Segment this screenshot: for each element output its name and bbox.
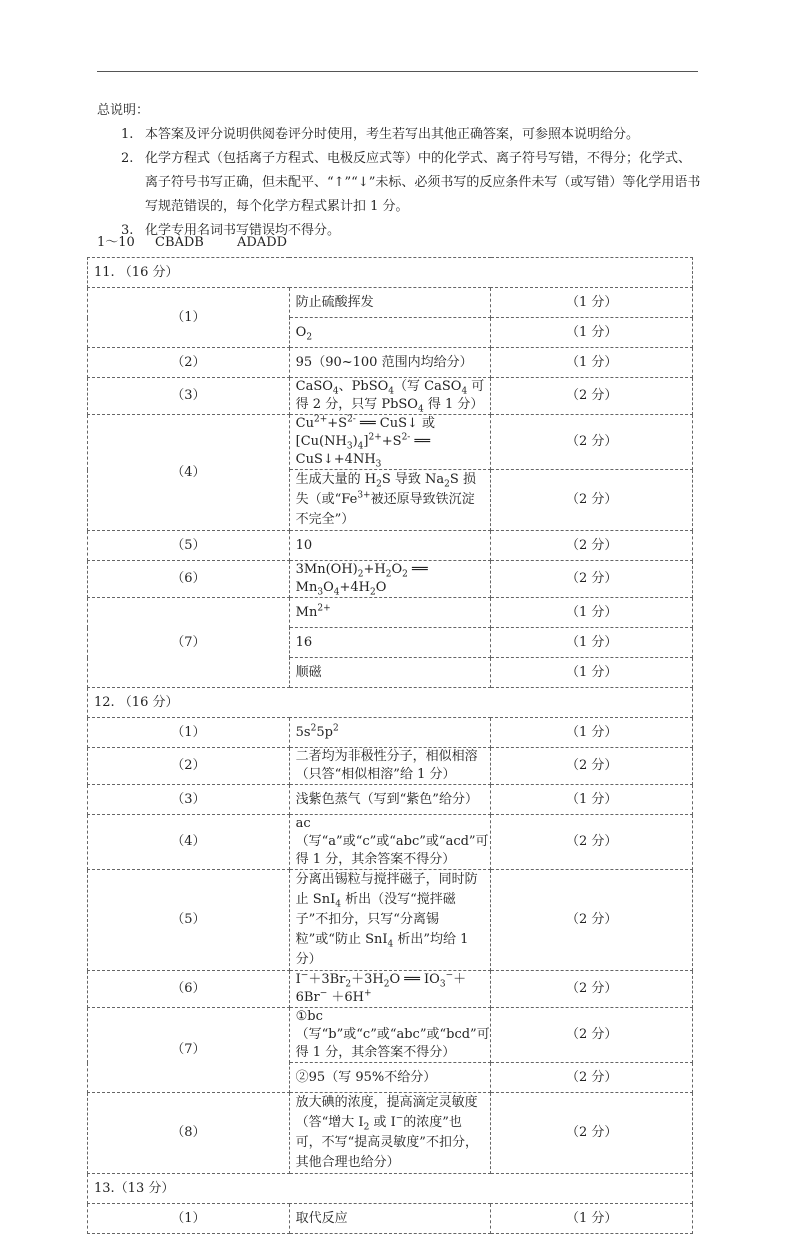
- score: （2 分）: [491, 470, 693, 531]
- score: （2 分）: [491, 378, 693, 415]
- table-row: [88, 531, 693, 561]
- item-number: （5）: [88, 531, 290, 561]
- answer-text: 二者均为非极性分子，相似相溶（只答“相似相溶”给 1 分）: [289, 748, 491, 785]
- score: （2 分）: [491, 971, 693, 1008]
- mc-group-1: CBADB: [155, 235, 204, 250]
- answer-text: ②95（写 95%不给分）: [289, 1063, 491, 1093]
- answer-text: 防止硫酸挥发: [289, 288, 491, 318]
- section-header-11: [88, 258, 693, 288]
- item-number: （2）: [88, 748, 290, 785]
- table-row: [88, 561, 693, 598]
- table-row: [88, 971, 693, 1008]
- note-number: 3.: [121, 223, 134, 238]
- header-rule: [97, 71, 698, 72]
- score: （1 分）: [491, 288, 693, 318]
- table-row: [88, 1093, 693, 1174]
- item-number: （1）: [88, 288, 290, 348]
- score: （1 分）: [491, 785, 693, 815]
- item-number: （3）: [88, 785, 290, 815]
- item-number: （7）: [88, 1008, 290, 1093]
- answer-text: 顺磁: [289, 658, 491, 688]
- note-item: [97, 147, 702, 219]
- score: （2 分）: [491, 815, 693, 870]
- mc-group-2: ADADD: [237, 235, 288, 250]
- mc-range: 1～10: [97, 235, 135, 250]
- note-text: 化学专用名词书写错误均不得分。: [145, 223, 341, 238]
- item-number: （4）: [88, 815, 290, 870]
- item-number: （2）: [88, 348, 290, 378]
- item-number: （1）: [88, 718, 290, 748]
- score: （1 分）: [491, 628, 693, 658]
- table-row: [88, 348, 693, 378]
- answer-table: [87, 257, 693, 1234]
- table-row: [88, 598, 693, 628]
- item-number: （4）: [88, 415, 290, 531]
- answer-text: 10: [289, 531, 491, 561]
- section-title: 11. （16 分）: [88, 258, 693, 288]
- item-number: （5）: [88, 870, 290, 971]
- answer-text: 浅紫色蒸气（写到“紫色”给分）: [289, 785, 491, 815]
- answer-equation: $Cu^{2+}+S^{2-}$ ══ CuS↓ 或 $[Cu(NH_3)_4]^{2+}+S^{2-}$ ══ $CuS↓+4NH_3$: [289, 415, 491, 470]
- score: （2 分）: [491, 1063, 693, 1093]
- notes-title: 总说明：: [97, 103, 150, 118]
- answer-text: 取代反应: [289, 1204, 491, 1234]
- table-row: [88, 1008, 693, 1063]
- answer-equation: $3Mn(OH)_2+H_2O_2$ ══ $Mn_3O_4+4H_2O$: [289, 561, 491, 598]
- table-row: [88, 748, 693, 785]
- item-number: （1）: [88, 1204, 290, 1234]
- table-row: [88, 785, 693, 815]
- answer-equation: $I^-+3Br_2+3H_2O$ ══ $IO_3^-+6Br^- +6H^+$: [289, 971, 491, 1008]
- score: （2 分）: [491, 1008, 693, 1063]
- table-row: [88, 378, 693, 415]
- item-number: （3）: [88, 378, 290, 415]
- multiple-choice-answers: [97, 231, 287, 255]
- section-header-13: [88, 1174, 693, 1204]
- section-header-12: [88, 688, 693, 718]
- score: （1 分）: [491, 598, 693, 628]
- answer-text: CaSO$_4$、PbSO$_4$（写 CaSO$_4$ 可得 2 分，只写 PbSO$_4$ 得 1 分）: [289, 378, 491, 415]
- note-text: 化学方程式（包括离子方程式、电极反应式等）中的化学式、离子符号写错，不得分；化学式、离子符号书写正确，但未配平、“↑”“↓”未标、必须书写的反应条件未写（或写错）等化学用语书写规范错误的，每个化学方程式累计扣 1 分。: [145, 151, 701, 214]
- score: （2 分）: [491, 870, 693, 971]
- score: （1 分）: [491, 1204, 693, 1234]
- answer-text: 生成大量的 $H_2S$ 导致 $Na_2S$ 损失（或“$Fe^{3+}$被还原导致铁沉淀不完全”）: [289, 470, 491, 531]
- note-item: [97, 123, 702, 147]
- score: （2 分）: [491, 561, 693, 598]
- section-title: 12. （16 分）: [88, 688, 693, 718]
- table-row: [88, 288, 693, 318]
- table-row: [88, 415, 693, 470]
- score: （1 分）: [491, 318, 693, 348]
- general-notes: [97, 99, 702, 243]
- score: （1 分）: [491, 718, 693, 748]
- score: （2 分）: [491, 531, 693, 561]
- item-number: （6）: [88, 561, 290, 598]
- score: （2 分）: [491, 1093, 693, 1174]
- answer-text: 16: [289, 628, 491, 658]
- score: （2 分）: [491, 415, 693, 470]
- table-row: [88, 870, 693, 971]
- answer-text: $Mn^{2+}$: [289, 598, 491, 628]
- answer-text: 95（90~100 范围内均给分）: [289, 348, 491, 378]
- score: （2 分）: [491, 748, 693, 785]
- note-number: 1.: [121, 127, 134, 142]
- answer-text: $O_2$: [289, 318, 491, 348]
- table-row: [88, 815, 693, 870]
- score: （1 分）: [491, 658, 693, 688]
- answer-text: $5s^25p^2$: [289, 718, 491, 748]
- score: （1 分）: [491, 348, 693, 378]
- note-number: 2.: [121, 151, 134, 166]
- answer-text: ①bc（写“b”或“c”或“abc”或“bcd”可得 1 分，其余答案不得分）: [289, 1008, 491, 1063]
- answer-text: ac（写“a”或“c”或“abc”或“acd”可得 1 分，其余答案不得分）: [289, 815, 491, 870]
- item-number: （6）: [88, 971, 290, 1008]
- answer-text: 放大碘的浓度，提高滴定灵敏度（答“增大 $I_2$ 或 I−的浓度”也可，不写“提高灵敏度”不扣分，其他合理也给分）: [289, 1093, 491, 1174]
- section-title: 13.（13 分）: [88, 1174, 693, 1204]
- item-number: （7）: [88, 598, 290, 688]
- table-row: [88, 718, 693, 748]
- note-text: 本答案及评分说明供阅卷评分时使用，考生若写出其他正确答案，可参照本说明给分。: [145, 127, 640, 142]
- answer-text: 分离出锡粒与搅拌磁子，同时防止 SnI$_4$ 析出（没写“搅拌磁子”不扣分，只写“分离锡粒”或“防止 SnI$_4$ 析出”均给 1 分）: [289, 870, 491, 971]
- table-row: [88, 1204, 693, 1234]
- item-number: （8）: [88, 1093, 290, 1174]
